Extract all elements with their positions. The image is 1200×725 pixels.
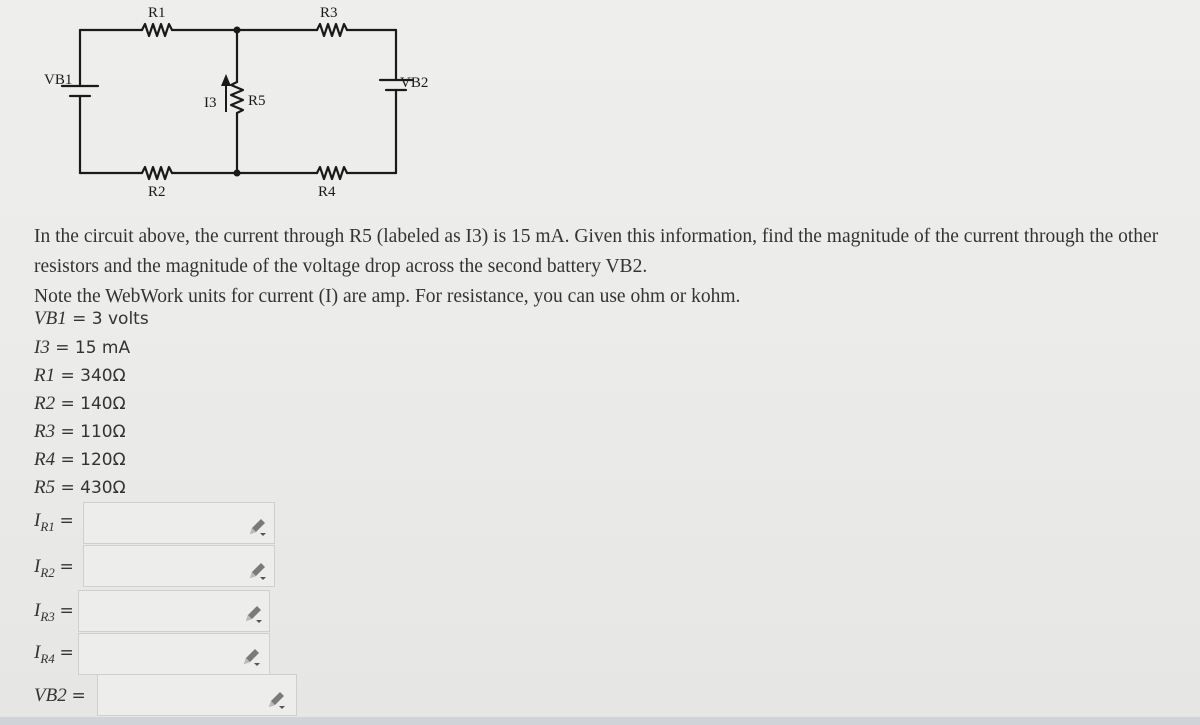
label-r1: R1 [148, 5, 166, 21]
answer-label-ir3: $I_{R3}$ = [34, 600, 74, 624]
label-r3: R3 [320, 5, 338, 21]
current-arrow-icon [221, 74, 231, 112]
given-r4: R4 = 120Ω [34, 449, 126, 470]
circuit-diagram [0, 0, 460, 210]
pencil-icon[interactable] [265, 689, 287, 711]
pencil-icon[interactable] [246, 560, 268, 582]
given-i3: I3 = 15 mA [34, 337, 131, 358]
problem-line-1: In the circuit above, the current through R5 (labeled as I3) is 15 mA. Given this information, find the magnitude of the current through the other resistors and the magnitude of the voltage drop across the second battery VB2. [34, 226, 1159, 277]
given-r5: R5 = 430Ω [34, 477, 126, 498]
given-r2: R2 = 140Ω [34, 393, 126, 414]
given-r1: R1 = 340Ω [34, 365, 126, 386]
label-r5: R5 [248, 93, 266, 109]
answer-label-ir2: $I_{R2}$ = [34, 556, 74, 580]
given-vb1: VB1 = 3 volts [34, 308, 149, 329]
label-r4: R4 [318, 184, 336, 200]
answer-label-ir4: $I_{R4}$ = [34, 642, 74, 666]
problem-statement [34, 222, 1184, 312]
bottom-bar [0, 717, 1200, 725]
junction-dot [234, 27, 241, 34]
answer-label-vb2: VB2 = [34, 685, 86, 706]
label-i3: I3 [204, 95, 217, 111]
pencil-icon[interactable] [242, 603, 264, 625]
given-r3: R3 = 110Ω [34, 421, 126, 442]
label-vb2: VB2 [400, 75, 429, 91]
problem-line-2: Note the WebWork units for current (I) are amp. For resistance, you can use ohm or kohm. [34, 286, 741, 307]
label-vb1: VB1 [44, 72, 73, 88]
pencil-icon[interactable] [246, 516, 268, 538]
label-r2: R2 [148, 184, 166, 200]
junction-dot [234, 170, 241, 177]
pencil-icon[interactable] [240, 646, 262, 668]
answer-label-ir1: $I_{R1}$ = [34, 510, 74, 534]
